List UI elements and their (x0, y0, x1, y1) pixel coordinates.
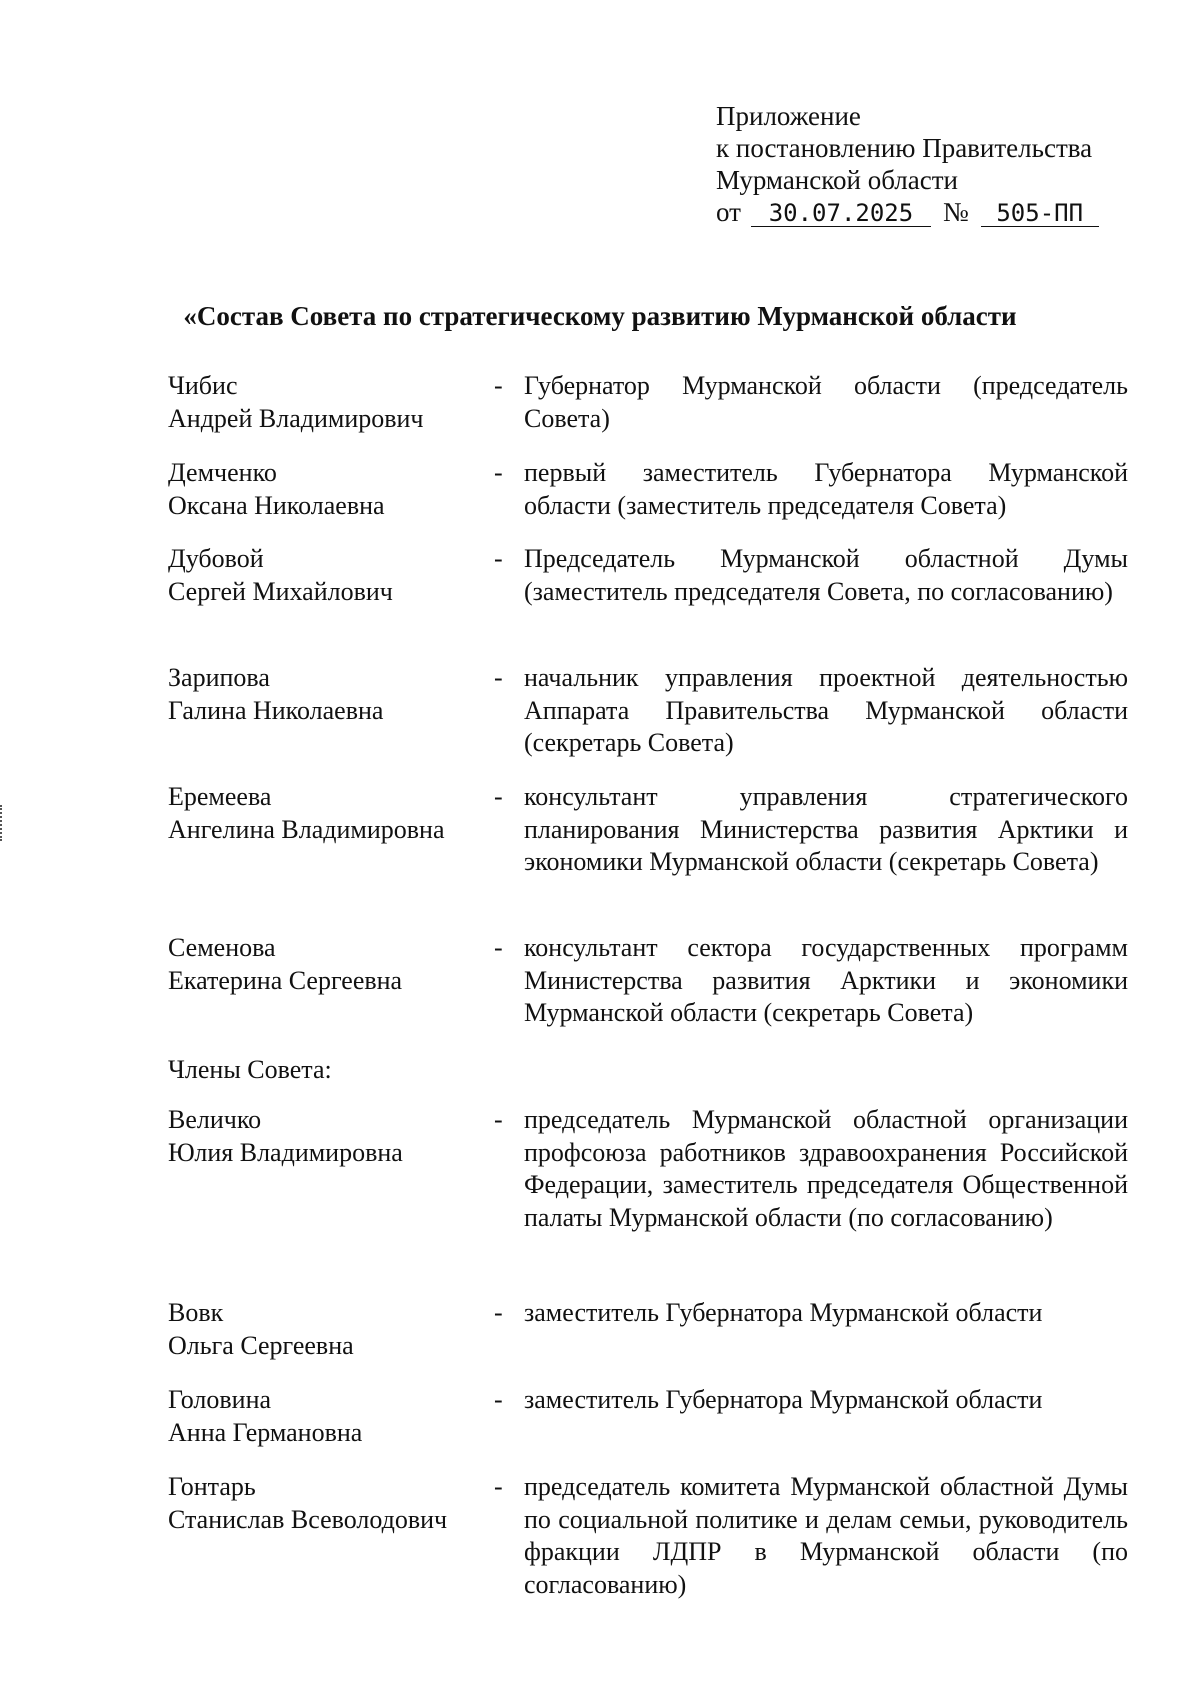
person-name (168, 1471, 478, 1536)
separator-dash: - (494, 1385, 503, 1414)
separator-dash: - (494, 1298, 503, 1327)
person-name (168, 932, 478, 997)
person-name (168, 1297, 478, 1362)
person-role: председатель Мурманской областной организации профсоюза работников здравоохранения Российской Федерации, заместитель председателя Общественной палаты Мурманской области (по согласованию) (524, 1105, 1128, 1232)
person-name (168, 370, 478, 435)
separator-dash: - (494, 1105, 503, 1134)
given-names: Екатерина Сергеевна (168, 965, 403, 995)
resolution-date: 30.07.2025 (751, 200, 931, 227)
members-heading: Члены Совета: (168, 1055, 332, 1084)
given-names: Юлия Владимировна (168, 1137, 403, 1167)
person-role: заместитель Губернатора Мурманской области (524, 1298, 1043, 1327)
person-role: консультант управления стратегического планирования Министерства развития Арктики и экономики Мурманской области (секретарь Совета) (524, 782, 1128, 876)
separator-dash: - (494, 458, 503, 487)
surname: Демченко (168, 458, 277, 487)
resolution-number: 505-ПП (981, 200, 1099, 227)
given-names: Сергей Михайлович (168, 576, 393, 606)
person-name (168, 1384, 478, 1449)
person-name (168, 781, 478, 846)
annex-reference (716, 196, 1099, 228)
annex-resolution-line: к постановлению Правительства (716, 133, 1093, 163)
separator-dash: - (494, 544, 503, 573)
given-names: Галина Николаевна (168, 695, 384, 725)
document-title: «Состав Совета по стратегическому развитию Мурманской области (183, 301, 1017, 331)
surname: Величко (168, 1105, 262, 1134)
person-role: начальник управления проектной деятельностью Аппарата Правительства Мурманской области (секретарь Совета) (524, 663, 1128, 757)
surname: Зарипова (168, 663, 270, 692)
scan-edge-mark (0, 805, 5, 841)
given-names: Анна Германовна (168, 1417, 363, 1447)
person-role: Председатель Мурманской областной Думы (заместитель председателя Совета, по согласованию) (524, 544, 1128, 606)
separator-dash: - (494, 663, 503, 692)
given-names: Ольга Сергеевна (168, 1330, 354, 1360)
person-name (168, 543, 478, 608)
number-sign: № (942, 197, 969, 227)
person-role: заместитель Губернатора Мурманской области (524, 1385, 1043, 1414)
surname: Головина (168, 1385, 272, 1414)
surname: Вовк (168, 1298, 224, 1327)
annex-region-line: Мурманской области (716, 165, 958, 195)
surname: Еремеева (168, 782, 272, 811)
person-name (168, 457, 478, 522)
separator-dash: - (494, 1472, 503, 1501)
annex-label: Приложение (716, 101, 861, 131)
surname: Семенова (168, 933, 276, 962)
person-role: председатель комитета Мурманской областной Думы по социальной политике и делам семьи, руководитель фракции ЛДПР в Мурманской области (по согласованию) (524, 1472, 1128, 1599)
annex-header (716, 100, 1099, 228)
person-role: Губернатор Мурманской области (председатель Совета) (524, 371, 1128, 433)
given-names: Оксана Николаевна (168, 490, 385, 520)
given-names: Ангелина Владимировна (168, 814, 445, 844)
person-role: первый заместитель Губернатора Мурманской области (заместитель председателя Совета) (524, 458, 1128, 520)
person-role: консультант сектора государственных программ Министерства развития Арктики и экономики Мурманской области (секретарь Совета) (524, 933, 1128, 1027)
person-name (168, 662, 478, 727)
separator-dash: - (494, 371, 503, 400)
surname: Дубовой (168, 544, 264, 573)
separator-dash: - (494, 933, 503, 962)
given-names: Станислав Всеволодович (168, 1504, 448, 1534)
person-name (168, 1104, 478, 1169)
separator-dash: - (494, 782, 503, 811)
surname: Гонтарь (168, 1472, 256, 1501)
date-prefix: от (716, 197, 741, 227)
given-names: Андрей Владимирович (168, 403, 424, 433)
surname: Чибис (168, 371, 238, 400)
